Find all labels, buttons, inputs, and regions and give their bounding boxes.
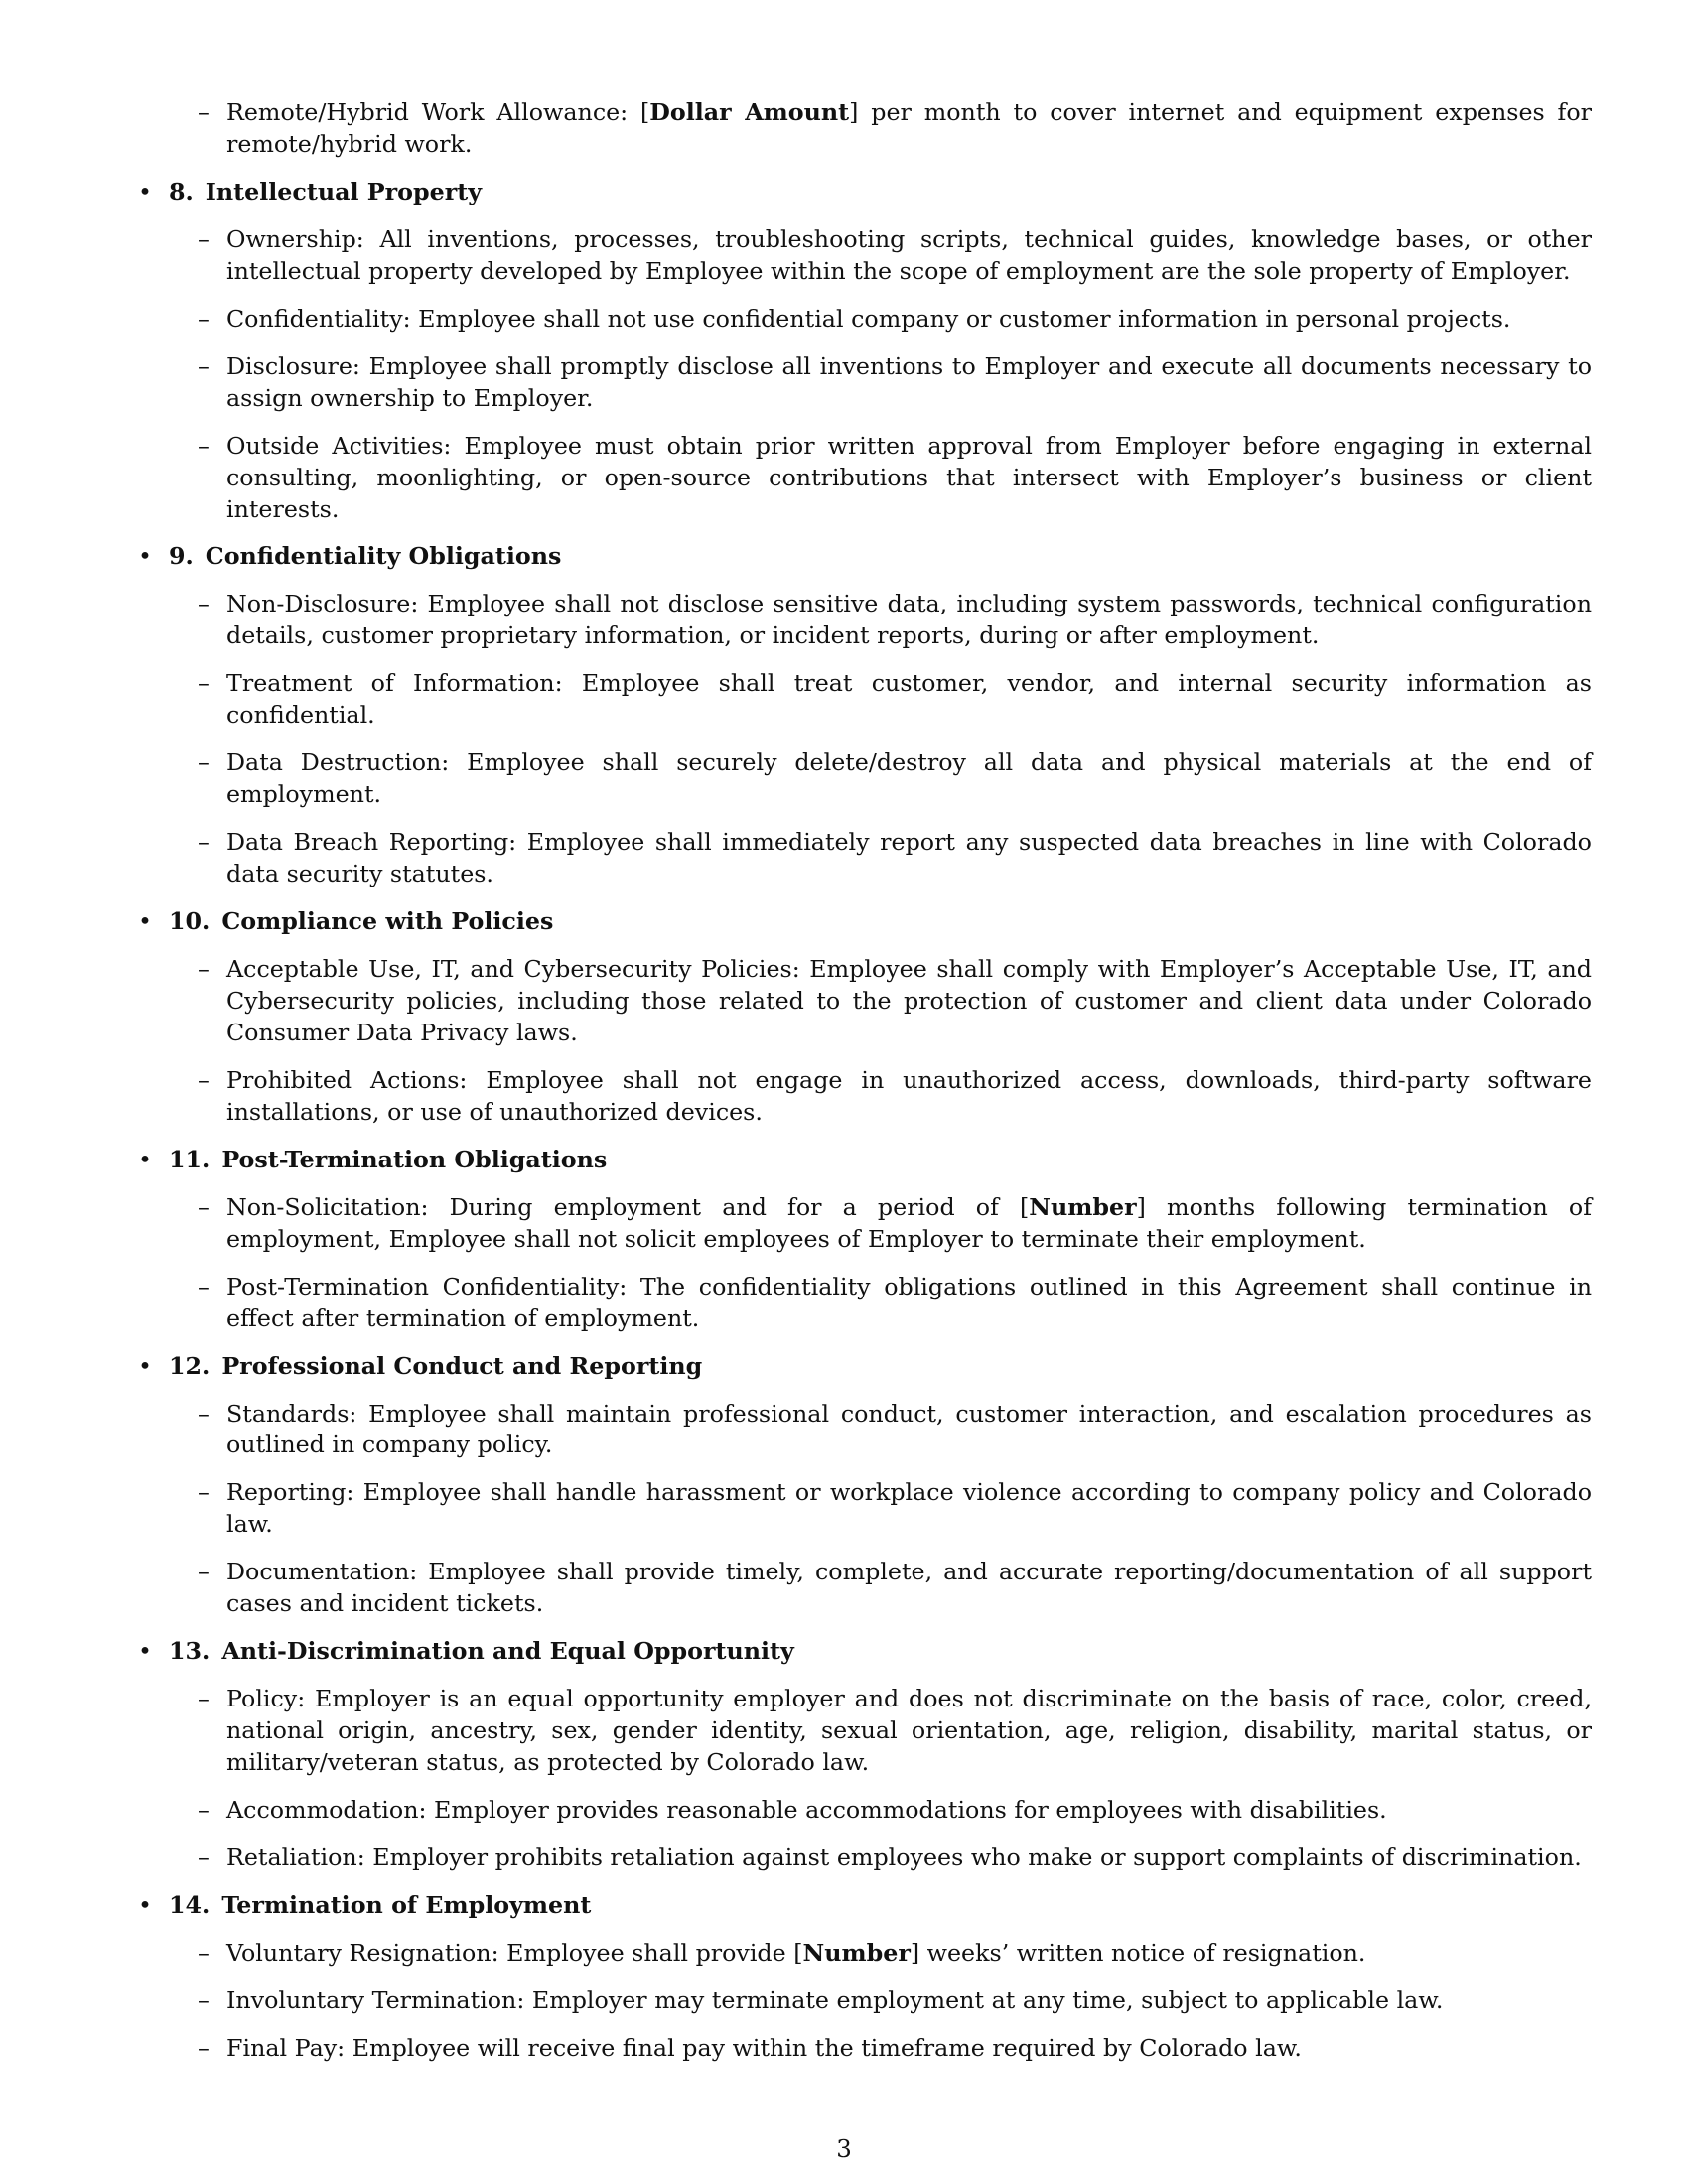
list-item [134,1938,1592,1970]
list-item [134,304,1592,336]
item-text-before: Voluntary Resignation: Employee shall provide [ [226,1938,803,1967]
list-dash: – [198,1558,210,1586]
bullet-marker: • [138,542,153,571]
list-dash: – [198,1065,210,1094]
item-text: Documentation: Employee shall provide timely, complete, and accurate reporting/documentation of all support cases and incident tickets. [226,1558,1592,1618]
list-dash: – [198,749,210,777]
section-title: Intellectual Property [205,177,483,205]
section-items [134,1938,1592,2065]
section-14 [134,1890,1592,2065]
list-dash: – [198,1796,210,1825]
list-item [134,1272,1592,1335]
section-number: 8. [169,177,194,205]
list-item [134,1985,1592,2017]
section-number: 11. [169,1145,211,1173]
list-item [134,1795,1592,1827]
section-heading [134,1636,1592,1668]
list-dash: – [198,2033,210,2062]
section-11 [134,1145,1592,1335]
section-items [134,954,1592,1129]
item-text: Ownership: All inventions, processes, troubleshooting scripts, technical guides, knowledge bases, or other intellectual property developed by Employee within the scope of employment are the sole property of Employer. [226,224,1592,285]
sections-list [134,177,1592,2065]
list-dash: – [198,1685,210,1713]
section-10 [134,906,1592,1129]
placeholder-text: Number [1029,1192,1137,1221]
list-dash: – [198,1192,210,1221]
item-text: Treatment of Information: Employee shall treat customer, vendor, and internal security information as confidential. [226,669,1592,730]
list-dash: – [198,304,210,333]
item-text: Acceptable Use, IT, and Cybersecurity Policies: Employee shall comply with Employer’s Acceptable Use, IT, and Cybersecurity policies, including those related to the protection of customer and client data under Colorado Consumer Data Privacy laws. [226,955,1592,1046]
list-item [134,827,1592,890]
section-title: Termination of Employment [221,1890,592,1919]
section-heading [134,906,1592,938]
list-item [134,1843,1592,1874]
bullet-marker: • [138,907,153,936]
section-title: Anti-Discrimination and Equal Opportunity [221,1637,794,1666]
remote-allowance-item [134,97,1592,161]
list-dash: – [198,1985,210,2014]
page-number: 3 [836,2134,852,2163]
list-item [134,2033,1592,2065]
list-dash: – [198,1938,210,1967]
section-items [134,1684,1592,1874]
list-item [134,589,1592,652]
list-item [134,668,1592,732]
item-text-after: ] months following termination of employment, Employee shall not solicit employees of Employer to terminate their employment. [226,1192,1592,1253]
list-dash: – [198,1478,210,1507]
list-item [134,224,1592,288]
item-text: Policy: Employer is an equal opportunity employer and does not discriminate on the basis of race, color, creed, national origin, ancestry, sex, gender identity, sexual orientation, age, religion, disability, marital status, or military/veteran status, as protected by Colorado law. [226,1685,1592,1777]
section-items [134,1192,1592,1335]
section-heading [134,541,1592,573]
item-text: Confidentiality: Employee shall not use confidential company or customer information in personal projects. [226,304,1511,333]
bullet-marker: • [138,1890,153,1919]
list-item [134,1399,1592,1462]
list-item [134,1557,1592,1620]
placeholder-text: Dollar Amount [649,98,850,126]
item-text-after: ] weeks’ written notice of resignation. [910,1938,1366,1967]
item-text: Accommodation: Employer provides reasonable accommodations for employees with disabilities. [226,1796,1387,1825]
list-item [134,1192,1592,1256]
section-9 [134,541,1592,890]
list-item [134,954,1592,1049]
item-text: Disclosure: Employee shall promptly disclose all inventions to Employer and execute all documents necessary to assign ownership to Employer. [226,351,1592,412]
list-dash: – [198,828,210,857]
section-title: Post-Termination Obligations [221,1145,608,1173]
list-dash: – [198,590,210,618]
item-text: Standards: Employee shall maintain professional conduct, customer interaction, and escalation procedures as outlined in company policy. [226,1399,1592,1459]
section-items [134,224,1592,526]
item-text: Retaliation: Employer prohibits retaliation against employees who make or support complaints of discrimination. [226,1843,1582,1871]
list-dash: – [198,431,210,460]
item-text: Reporting: Employee shall handle harassment or workplace violence according to company policy and Colorado law. [226,1478,1592,1539]
item-text: Final Pay: Employee will receive final pay within the timeframe required by Colorado law. [226,2033,1302,2062]
placeholder-text: Number [802,1938,911,1967]
item-text: Data Breach Reporting: Employee shall immediately report any suspected data breaches in line with Colorado data security statutes. [226,828,1592,888]
section-title: Confidentiality Obligations [205,542,562,571]
section-heading [134,1145,1592,1176]
list-dash: – [198,669,210,698]
list-item [134,1477,1592,1541]
section-items [134,1399,1592,1621]
list-dash: – [198,1843,210,1871]
list-dash: – [198,1399,210,1428]
list-dash: – [198,98,210,126]
item-text-before: Non-Solicitation: During employment and for a period of [ [226,1192,1030,1221]
item-text: Prohibited Actions: Employee shall not engage in unauthorized access, downloads, third-party software installations, or use of unauthorized devices. [226,1065,1592,1126]
bullet-marker: • [138,1145,153,1173]
section-title: Professional Conduct and Reporting [221,1351,703,1380]
list-dash: – [198,955,210,984]
list-item [134,351,1592,415]
list-dash: – [198,224,210,253]
bullet-marker: • [138,177,153,205]
bullet-marker: • [138,1637,153,1666]
list-dash: – [198,1272,210,1300]
document-body [134,97,1592,2065]
item-text: Post-Termination Confidentiality: The confidentiality obligations outlined in this Agreement shall continue in effect after termination of employment. [226,1272,1592,1332]
list-item [134,1065,1592,1129]
list-item [134,748,1592,811]
section-items [134,589,1592,890]
item-text: Outside Activities: Employee must obtain prior written approval from Employer before engaging in external consulting, moonlighting, or open-source contributions that intersect with Employer’s business or client interests. [226,431,1592,523]
list-dash: – [198,351,210,380]
section-8 [134,177,1592,526]
item-text: Non-Disclosure: Employee shall not disclose sensitive data, including system passwords, technical configuration details, customer proprietary information, or incident reports, during or after employment. [226,590,1592,650]
item-text: Involuntary Termination: Employer may terminate employment at any time, subject to applicable law. [226,1985,1444,2014]
section-heading [134,177,1592,208]
section-heading [134,1890,1592,1922]
section-heading [134,1351,1592,1383]
section-13 [134,1636,1592,1874]
section-title: Compliance with Policies [221,907,554,936]
list-item [134,1684,1592,1779]
section-number: 10. [169,907,211,936]
section-12 [134,1351,1592,1621]
list-item [134,431,1592,526]
bullet-marker: • [138,1351,153,1380]
section-number: 12. [169,1351,211,1380]
section-number: 13. [169,1637,211,1666]
section-number: 14. [169,1890,211,1919]
item-text-before: Remote/Hybrid Work Allowance: [ [226,98,650,126]
section-number: 9. [169,542,194,571]
item-text: Data Destruction: Employee shall securely delete/destroy all data and physical materials at the end of employment. [226,749,1592,809]
item-text-after: ] per month to cover internet and equipment expenses for remote/hybrid work. [226,98,1592,158]
